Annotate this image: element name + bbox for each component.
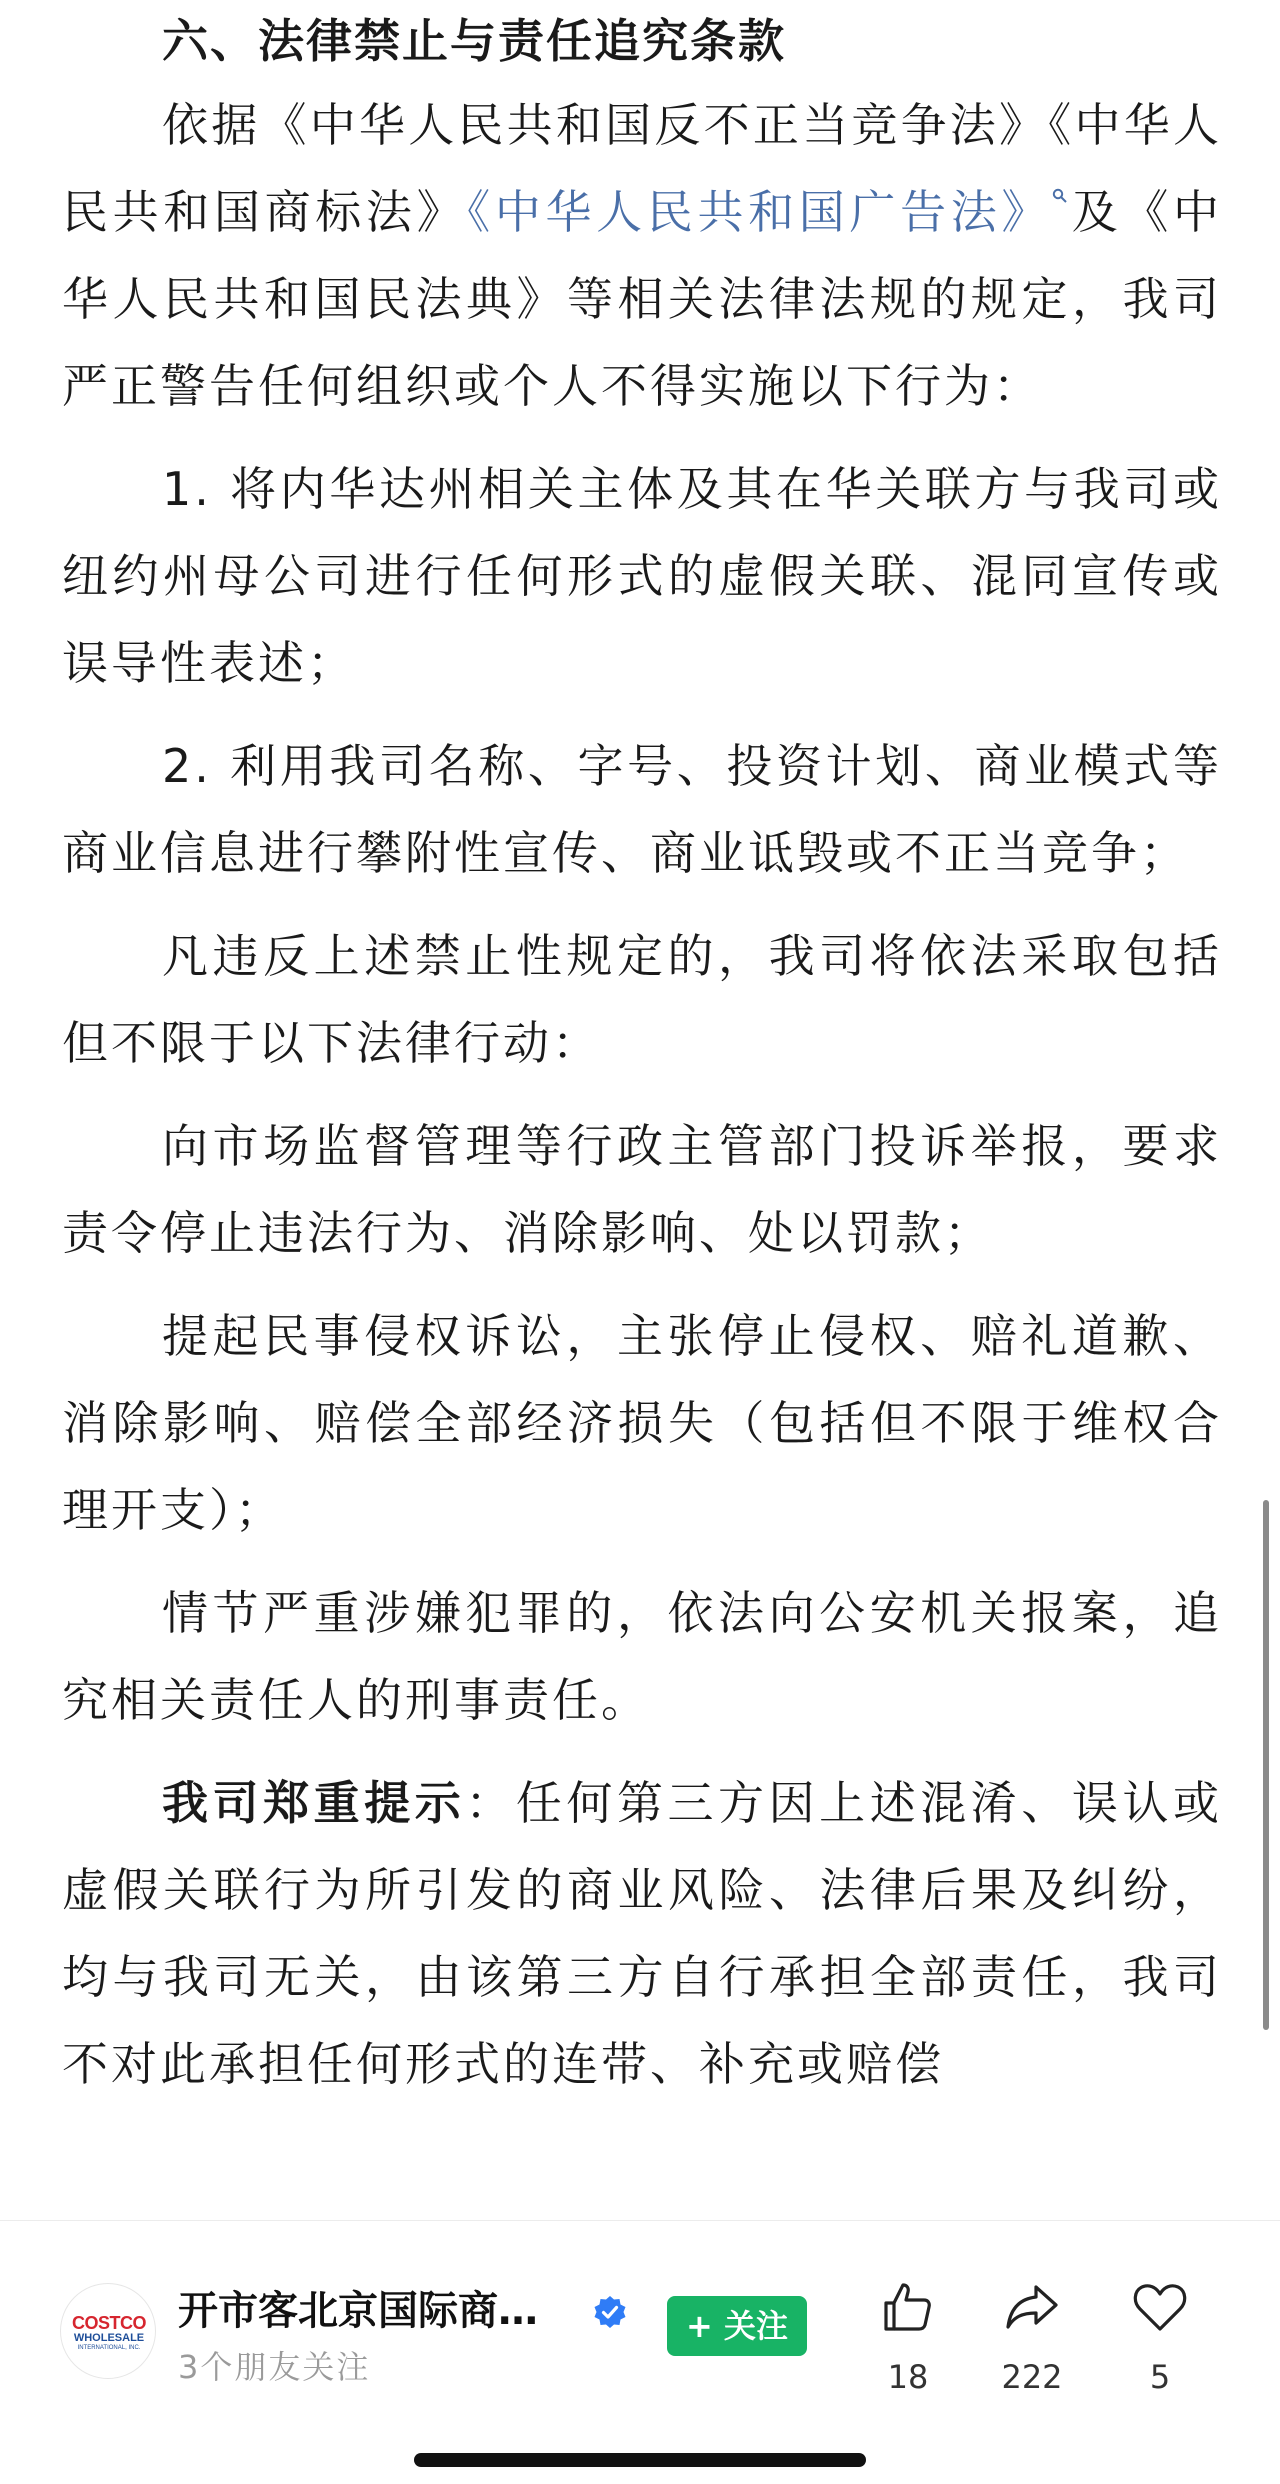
- article-content: [62, 0, 1222, 2108]
- heart-icon: [1130, 2277, 1190, 2337]
- legal-action-1: 向市场监督管理等行政主管部门投诉举报，要求责令停止违法行为、消除影响、处以罚款；: [62, 1119, 1222, 1260]
- legal-action-2: 提起民事侵权诉讼，主张停止侵权、赔礼道歉、消除影响、赔偿全部经济损失（包括但不限于维权合理开支）；: [62, 1309, 1222, 1537]
- intro-text-1: 依据《中华人民共和国反不正当竞争法》《中华人民共和国商标法》: [62, 98, 1222, 239]
- home-indicator[interactable]: [414, 2453, 866, 2467]
- friends-following-count: 3个朋友关注: [178, 2348, 371, 2386]
- favorite-button[interactable]: [1100, 2277, 1220, 2397]
- account-name[interactable]: 开市客北京国际商…: [178, 2288, 538, 2334]
- violation-paragraph: 凡违反上述禁止性规定的，我司将依法采取包括但不限于以下法律行动：: [62, 929, 1222, 1070]
- notice-paragraph: [62, 1760, 1222, 2108]
- legal-action-3: 情节严重涉嫌犯罪的，依法向公安机关报案，追究相关责任人的刑事责任。: [62, 1586, 1222, 1727]
- intro-paragraph: [62, 82, 1222, 430]
- author-action-bar: [0, 2220, 1280, 2484]
- prohibited-item-1: 1. 将内华达州相关主体及其在华关联方与我司或纽约州母公司进行任何形式的虚假关联、混同宣传或误导性表述；: [62, 462, 1222, 690]
- verified-icon: [593, 2295, 627, 2329]
- prohibited-item-2: 2. 利用我司名称、字号、投资计划、商业模式等商业信息进行攀附性宣传、商业诋毁或不正当竞争；: [62, 739, 1222, 880]
- notice-text: ：任何第三方因上述混淆、误认或虚假关联行为所引发的商业风险、法律后果及纠纷，均与我司无关，由该第三方自行承担全部责任，我司不对此承担任何形式的连带、补充或赔偿: [62, 1776, 1223, 2091]
- share-count: 222: [1001, 2358, 1063, 2396]
- like-count: 18: [887, 2358, 929, 2396]
- law-link[interactable]: 《中华人民共和国广告法》: [467, 185, 1053, 239]
- search-icon[interactable]: [1052, 188, 1068, 204]
- thumbs-up-icon: [878, 2277, 938, 2337]
- like-button[interactable]: [848, 2277, 968, 2397]
- logo-line-1: COSTCO: [71, 2313, 146, 2333]
- favorite-count: 5: [1149, 2358, 1171, 2396]
- account-avatar[interactable]: [60, 2283, 156, 2379]
- follow-button[interactable]: + 关注: [667, 2296, 807, 2356]
- share-button[interactable]: [972, 2277, 1092, 2397]
- share-icon: [1002, 2277, 1062, 2337]
- section-heading: 六、法律禁止与责任追究条款: [162, 14, 786, 68]
- notice-label: 我司郑重提示: [162, 1776, 466, 1830]
- scrollbar[interactable]: [1263, 1500, 1269, 2030]
- intro-text-2: 及《中华人民共和国民法典》等相关法律法规的规定，我司严正警告任何组织或个人不得实施以下行为：: [62, 185, 1223, 413]
- logo-line-2: WHOLESALE: [73, 2332, 145, 2344]
- logo-line-3: INTERNATIONAL, INC.: [77, 2345, 141, 2351]
